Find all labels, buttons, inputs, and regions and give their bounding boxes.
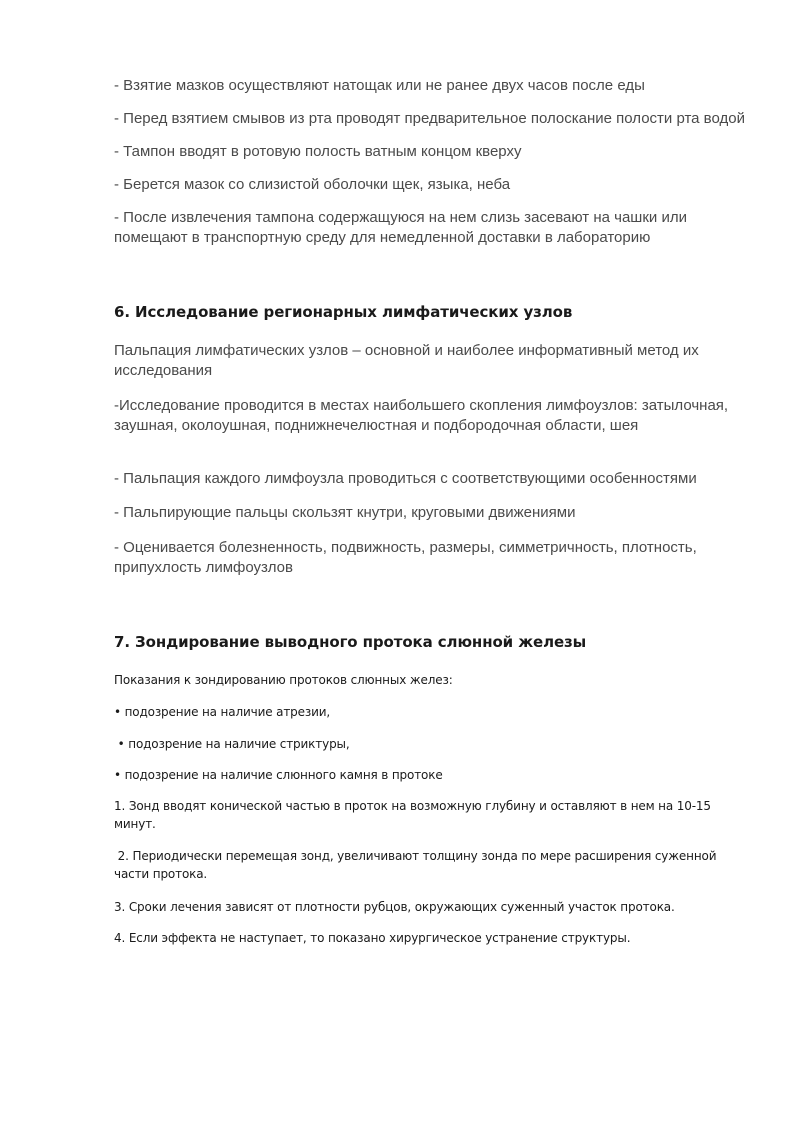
- paragraph: - Пальпация каждого лимфоузла проводиться с соответствующими особенностями: [114, 470, 697, 487]
- list-item: - Перед взятием смывов из рта проводят предварительное полоскание полости рта водой: [114, 110, 745, 127]
- list-item: - Взятие мазков осуществляют натощак или не ранее двух часов после еды: [114, 77, 645, 94]
- bullet-item: • подозрение на наличие атрезии,: [114, 705, 331, 719]
- section-heading: 7. Зондирование выводного протока слюнной железы: [114, 633, 587, 651]
- paragraph: -Исследование проводится в местах наибольшего скопления лимфоузлов: затылочная, заушная, околоушная, поднижнечелюстная и подбородочная области, шея: [114, 397, 729, 434]
- numbered-step: 3. Сроки лечения зависят от плотности рубцов, окружающих суженный участок протока.: [114, 900, 675, 914]
- bullet-item: • подозрение на наличие слюнного камня в протоке: [114, 768, 443, 782]
- numbered-step: 1. Зонд вводят конической частью в проток на возможную глубину и оставляют в нем на 10-15 минут.: [114, 799, 711, 831]
- list-item: - Берется мазок со слизистой оболочки щек, языка, неба: [114, 176, 511, 193]
- paragraph: - Оценивается болезненность, подвижность, размеры, симметричность, плотность, припухлость лимфоузлов: [114, 539, 697, 576]
- paragraph: - Пальпирующие пальцы скользят кнутри, круговыми движениями: [114, 504, 576, 521]
- list-item: - Тампон вводят в ротовую полость ватным концом кверху: [114, 143, 522, 160]
- numbered-step: 4. Если эффекта не наступает, то показано хирургическое устранение структуры.: [114, 931, 631, 945]
- section-heading: 6. Исследование регионарных лимфатических узлов: [114, 303, 573, 321]
- paragraph: Пальпация лимфатических узлов – основной и наиболее информативный метод их исследования: [114, 342, 699, 379]
- list-item: - После извлечения тампона содержащуюся на нем слизь засевают на чашки или помещают в транспортную среду для немедленной доставки в лабораторию: [114, 209, 687, 246]
- indications-title: Показания к зондированию протоков слюнных желез:: [114, 673, 453, 687]
- bullet-item: • подозрение на наличие стриктуры,: [114, 737, 350, 751]
- numbered-step: 2. Периодически перемещая зонд, увеличивают толщину зонда по мере расширения суженной части протока.: [114, 849, 721, 881]
